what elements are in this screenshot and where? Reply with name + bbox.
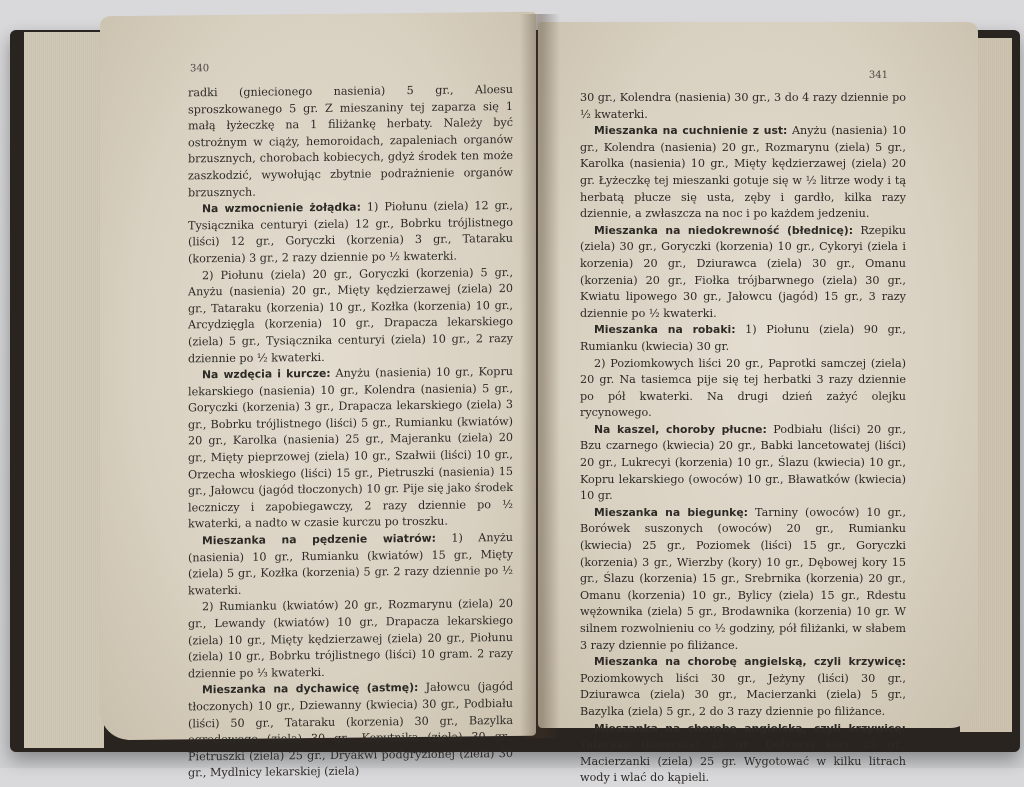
paragraph-text: 1) Piołunu (ziela) 12 gr., Tysiącznika centuryi (ziela) 12 gr., Bobrku trójlistnego (liści) 12 gr., Goryczki (korzenia) 3 gr., Tataraku (korzenia) 3 gr., 2 razy dziennie po ½ kwaterki. [188,199,513,266]
paragraph-text: 2) Piołunu (ziela) 20 gr., Goryczki (korzenia) 5 gr., Anyżu (nasienia) 20 gr., Mięty kędzierzawej (ziela) 20 gr., Tataraku (korzenia) 10 gr., Kozłka (korzenia) 10 gr., Arcydzięgla (korzenia) 10 gr., Drapacza lekarskiego (ziela) 5 gr., Tysiącznika centuryi (ziela) 10 gr., 2 razy dziennie po ½ kwaterki. [188,265,513,365]
paragraph [188,596,513,682]
paragraph-heading: Mieszanka na niedokrewność (błednicę): [594,223,854,237]
paragraph-heading: Na wzdęcia i kurcze: [202,366,331,382]
right-page-text [580,90,906,787]
paragraph-text: radki (gniecionego nasienia) 5 gr., Aloesu sproszkowanego 5 gr. Z mieszaniny tej zaparza się 1 małą łyżeczkę na 1 filiżankę herbaty. Należy być ostrożnym w ciąży, hemoroidach, zapaleniach organów brzusznych, chorobach kobiecych, gdyż środek ten może zaszkodzić, wywołując zbytnie podrażnienie organów brzusznych. [188,82,513,199]
left-page [100,12,536,780]
paragraph [188,82,513,202]
paragraph [580,90,906,123]
paragraph [188,530,513,600]
paragraph-heading: Mieszanka na dychawicę (astmę): [202,681,419,697]
paragraph [188,264,513,367]
paragraph-heading: Mieszanka na chorobę angielską, czyli krzywicę: [594,655,906,669]
right-page [538,22,978,785]
paragraph [580,721,906,787]
paragraph-heading: Mieszanka na chorobę angielską, czyli krzywicę: [594,721,906,735]
paragraph [580,654,906,720]
paragraph-text: 30 gr., Kolendra (nasienia) 30 gr., 3 do 4 razy dziennie po ½ kwaterki. [580,91,906,121]
paragraph-text: Anyżu (nasienia) 10 gr., Kopru lekarskiego (nasienia) 10 gr., Kolendra (nasienia) 5 gr., Goryczki (korzenia) 3 gr., Drapacza lekarskiego (ziela) 3 gr., Bobrku trójlistnego (liści) 5 gr., Rumianku (kwiatów) 20 gr., Karolka (nasienia) 25 gr., Majeranku (ziela) 20 gr., Mięty pieprzowej (ziela) 10 gr., Szałwii (liści) 10 gr., Orzecha włoskiego (liści) 15 gr., Pietruszki (nasienia) 15 gr., Jałowcu (jagód tłoczonych) 10 gr. Pije się jako środek leczniczy i zapobiegawczy, 2 razy dziennie po ½ kwaterki, a nadto w czasie kurczu po troszku. [188,365,514,531]
paragraph-text: Tarniny (owoców) 10 gr., Borówek suszonych (owoców) 20 gr., Rumianku (kwiecia) 25 gr., Poziomek (liści) 15 gr., Goryczki (korzenia) 3 gr., Wierzby (kory) 10 gr., Dębowej kory 15 gr., Ślazu (korzenia) 15 gr., Srebrnika (korzenia) 20 gr., Omanu (korzenia) 10 gr., Bylicy (ziela) 15 gr., Rdestu wężownika (ziela) 5 gr., Brodawnika (korzenia) 10 gr. W silnem rozwolnieniu co ½ godziny, pół filiżanki, w słabem 3 razy dziennie po filiżance. [580,505,906,652]
paragraph-text: Rzepiku (ziela) 30 gr., Goryczki (korzenia) 10 gr., Cykoryi (ziela i korzenia) 20 gr., Dziurawca (ziela) 30 gr., Omanu (korzenia) 20 gr., Fiołka trójbarwnego (ziela) 30 gr., Kwiatu lipowego 30 gr., Jałowcu (jagód) 15 gr., 3 razy dziennie po ½ kwaterki. [580,223,906,320]
paragraph [580,422,906,505]
page-number-right: 341 [868,70,888,81]
paragraph [580,356,906,422]
paragraph-heading: Mieszanka na pędzenie wiatrów: [202,531,436,548]
paragraph [580,505,906,654]
page-number-left: 340 [190,63,210,75]
paragraph-text: Poziomkowych liści 30 gr., Jeżyny (liści) 30 gr., Dziurawca (ziela) 30 gr., Macierzanki (ziela) 5 gr., Bazylka (ziela) 5 gr., 2 do 3 razy dziennie po filiżance. [580,671,906,718]
paragraph-text: Jałowcu (jagód tłoczonych) 10 gr., Dziewanny (kwiecia) 30 gr., Podbiału (liści) 50 gr., Tataraku (korzenia) 30 gr., Bazylka ogrodowego (ziela) 30 gr., Kopytnika (ziela) 30 gr., Pietruszki (ziela) 25 gr., Dryakwi podgryzionej (ziela) 30 gr., Mydlnicy lekarskiej (ziela) [188,680,514,780]
paragraph [188,198,513,268]
paragraph-heading: Mieszanka na biegunkę: [594,505,749,519]
paragraph [580,123,906,223]
paragraph-heading: Na kaszel, choroby płucne: [594,422,767,436]
paragraph [188,364,513,533]
paragraph [188,679,513,782]
page-edges-left [24,32,104,748]
paragraph-text: 1) Anyżu (nasienia) 10 gr., Rumianku (kwiatów) 15 gr., Mięty (ziela) 5 gr., Kozłka (korzenia) 5 gr. 2 razy dziennie po ½ kwaterki. [188,530,514,598]
paragraph-heading: Mieszanka na cuchnienie z ust: [594,124,788,138]
paragraph-text: Podbiału (liści) 20 gr., Bzu czarnego (kwiecia) 20 gr., Babki lancetowatej (liści) 20 gr., Lukrecyi (korzenia) 10 gr., Ślazu (kwiecia) 10 gr., Kopru lekarskiego (owoców) 10 gr., Bławatków (kwiecia) 10 gr. [580,422,907,503]
paragraph-text: 2) Poziomkowych liści 20 gr., Paprotki samczej (ziela) 20 gr. Na tasiemca pije się tej herbatki 3 razy dziennie po pół kwaterki. Na drugi dzień zażyć olejku rycynowego. [580,356,906,420]
paragraph [580,223,906,323]
left-page-text [188,82,513,782]
paragraph [580,322,906,355]
paragraph-text: 1) Piołunu (ziela) 90 gr., Rumianku (kwiecia) 30 gr. [580,323,906,353]
paragraph-text: Tataraku (korzenia) 25 gr., Dębowej kory 25 gr., Macierzanki (ziela) 25 gr. Wygotować w kilku litrach wody i wlać do kąpieli. [580,738,906,785]
paragraph-heading: Mieszanka na robaki: [594,323,736,337]
paragraph-text: Anyżu (nasienia) 10 gr., Kolendra (nasienia) 20 gr., Rozmarynu (ziela) 5 gr., Karolka (nasienia) 10 gr., Mięty kędzierzawej (ziela) 20 gr. Łyżeczkę tej mieszanki gotuje się w ½ litrze wody i tą herbatą płucze się usta, zęby i gardło, kilka razy dziennie, a zwłaszcza na noc i po każdem jedzeniu. [580,124,906,221]
paragraph-text: 2) Rumianku (kwiatów) 20 gr., Rozmarynu (ziela) 20 gr., Lewandy (kwiatów) 10 gr., Drapacza lekarskiego (ziela) 10 gr., Mięty kędzierzawej (ziela) 20 gr., Piołunu (ziela) 10 gr., Bobrku trójlistnego (liści) 10 gram. 2 razy dziennie po ⅓ kwaterki. [188,597,513,681]
paragraph-heading: Na wzmocnienie żołądka: [202,200,361,216]
